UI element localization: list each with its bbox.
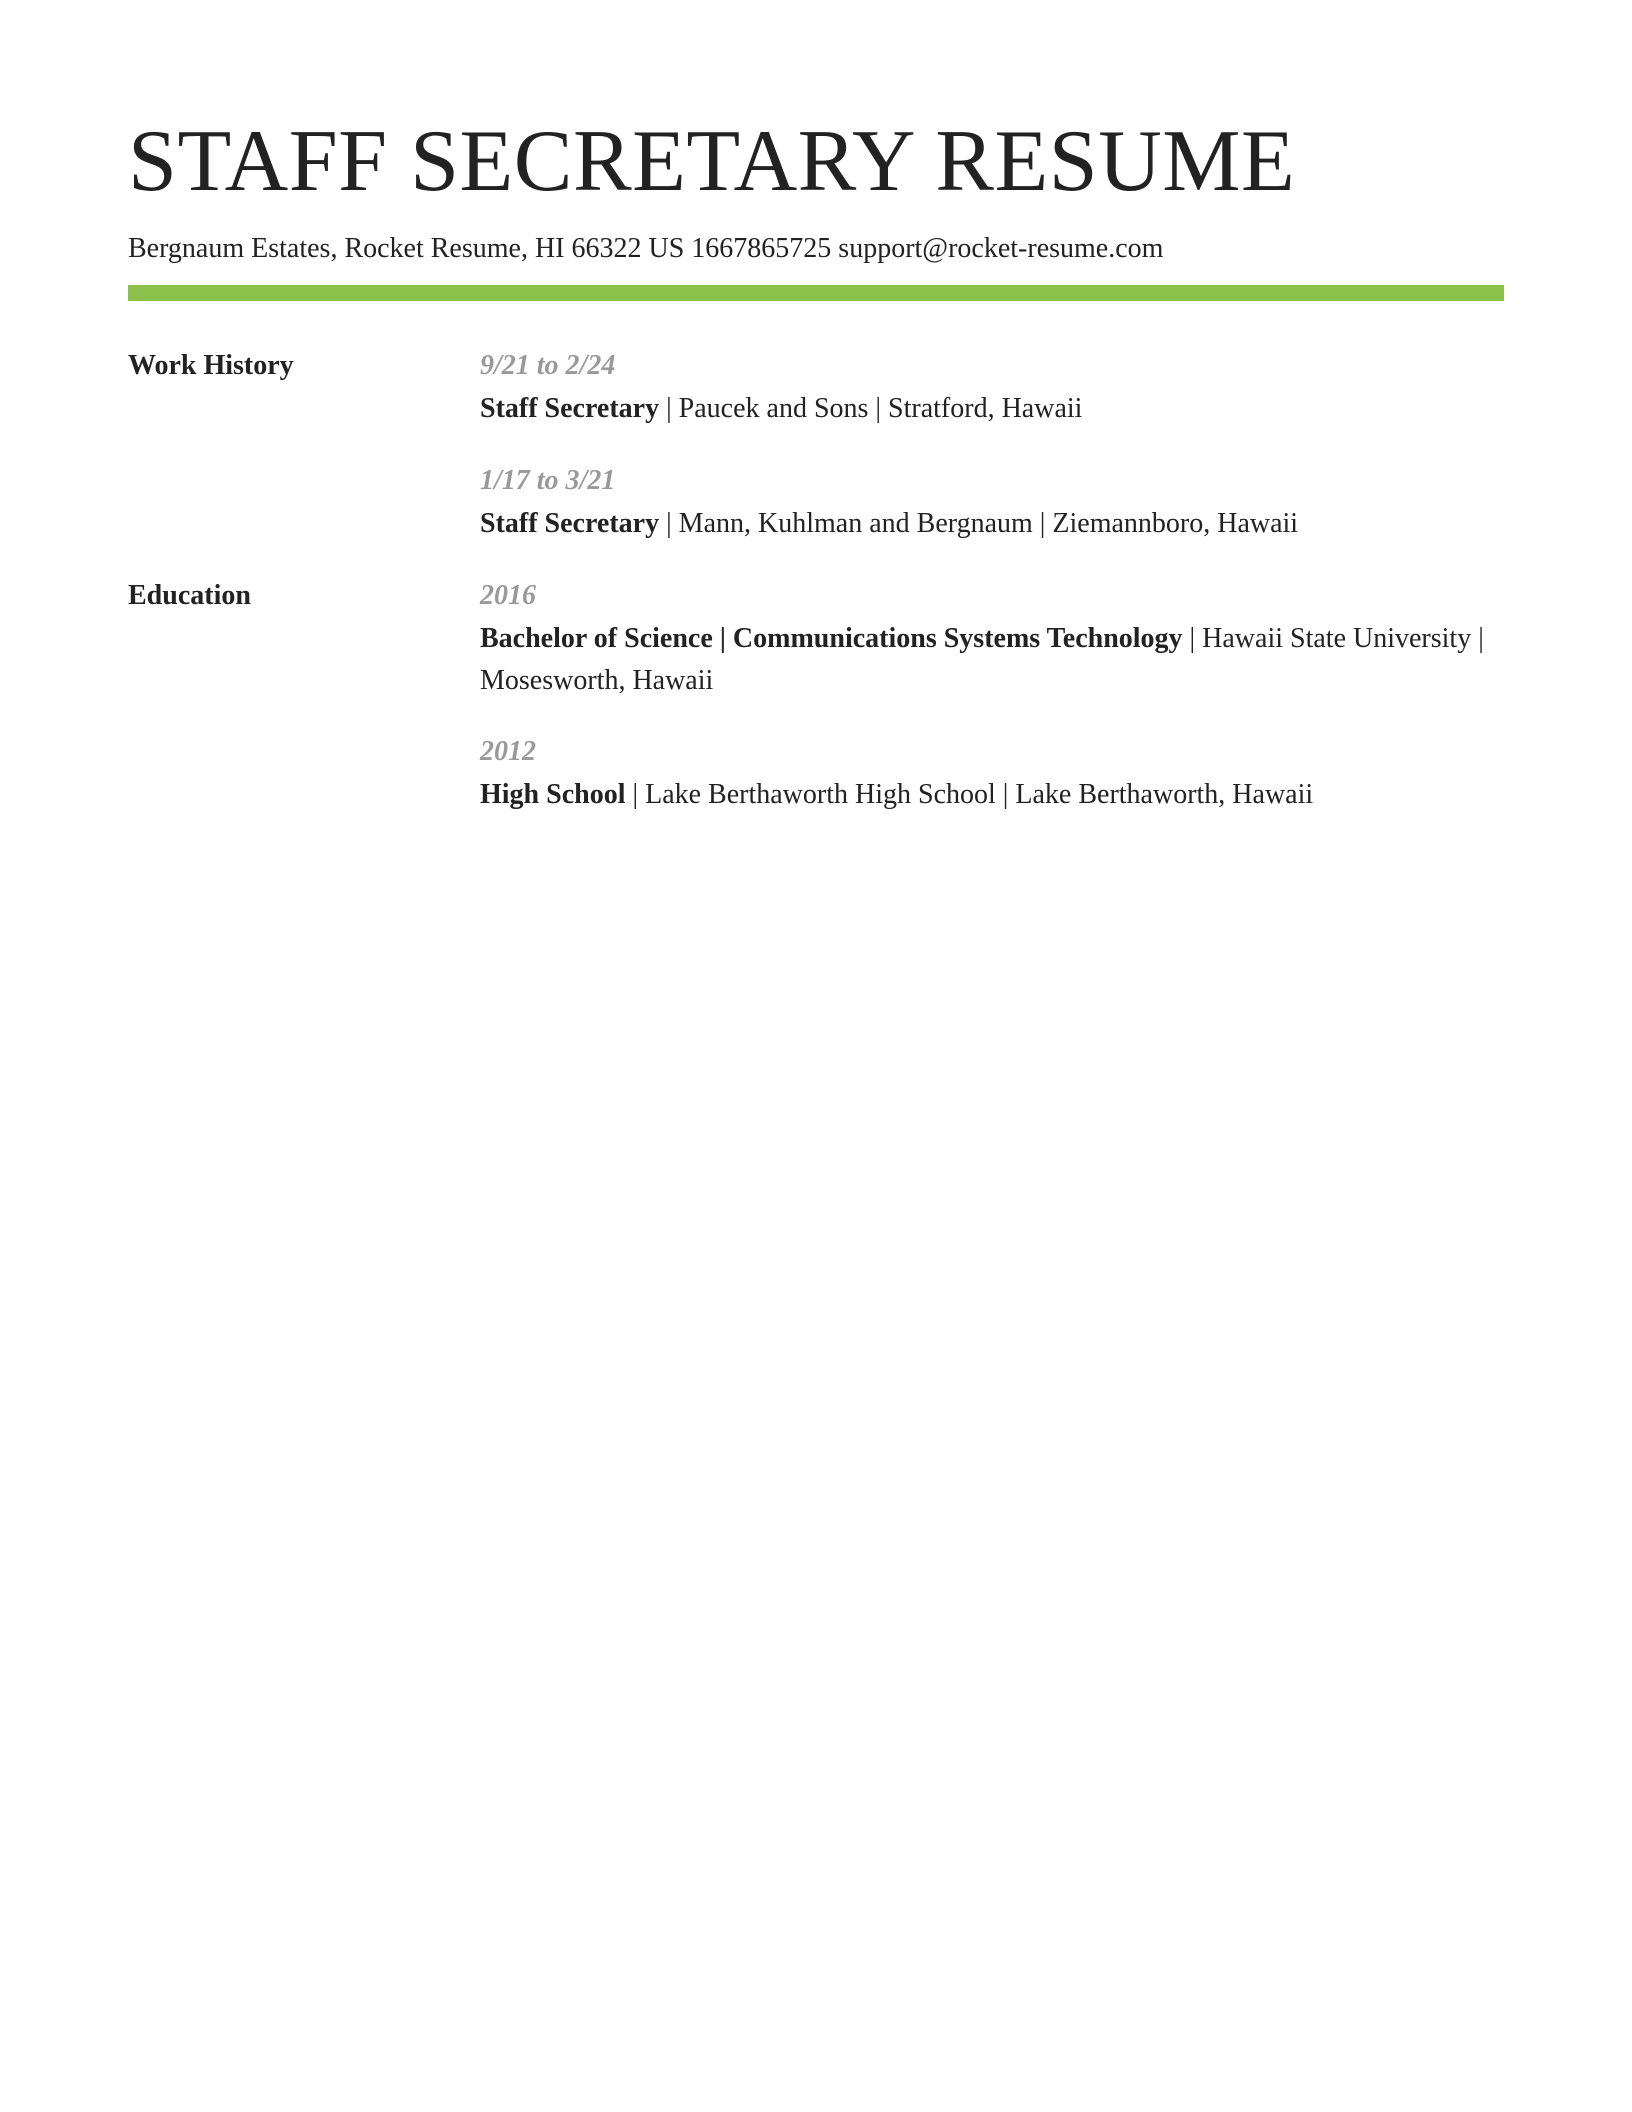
resume-title: STAFF SECRETARY RESUME xyxy=(128,113,1296,210)
education-entry xyxy=(480,578,1504,702)
entry-description xyxy=(480,618,1504,702)
header-divider xyxy=(128,285,1504,301)
work-entry xyxy=(480,348,1504,430)
entry-date: 2016 xyxy=(480,580,536,611)
entry-description xyxy=(480,503,1504,545)
contact-line: Bergnaum Estates, Rocket Resume, HI 66322 US 1667865725 support@rocket-resume.com xyxy=(128,233,1164,264)
entry-role: Staff Secretary xyxy=(480,508,660,539)
entry-detail: | Lake Berthaworth High School | Lake Berthaworth, Hawaii xyxy=(625,779,1314,810)
entry-date: 9/21 to 2/24 xyxy=(480,350,616,381)
entry-description xyxy=(480,774,1504,816)
entry-detail: | Mann, Kuhlman and Bergnaum | Ziemannboro, Hawaii xyxy=(659,508,1299,539)
entry-description xyxy=(480,388,1504,430)
entry-role: High School xyxy=(480,779,626,810)
entry-date: 1/17 to 3/21 xyxy=(480,465,616,496)
work-entry xyxy=(480,463,1504,545)
entry-detail: | Hawaii State University | Mosesworth, Hawaii xyxy=(480,623,1484,696)
entry-detail: | Paucek and Sons | Stratford, Hawaii xyxy=(659,393,1083,424)
entry-role: Bachelor of Science | Communications Systems Technology xyxy=(480,623,1183,654)
section-label-education: Education xyxy=(128,580,251,611)
entry-date: 2012 xyxy=(480,736,536,767)
education-entry xyxy=(480,734,1504,816)
section-label-work-history: Work History xyxy=(128,350,294,381)
entry-role: Staff Secretary xyxy=(480,393,660,424)
